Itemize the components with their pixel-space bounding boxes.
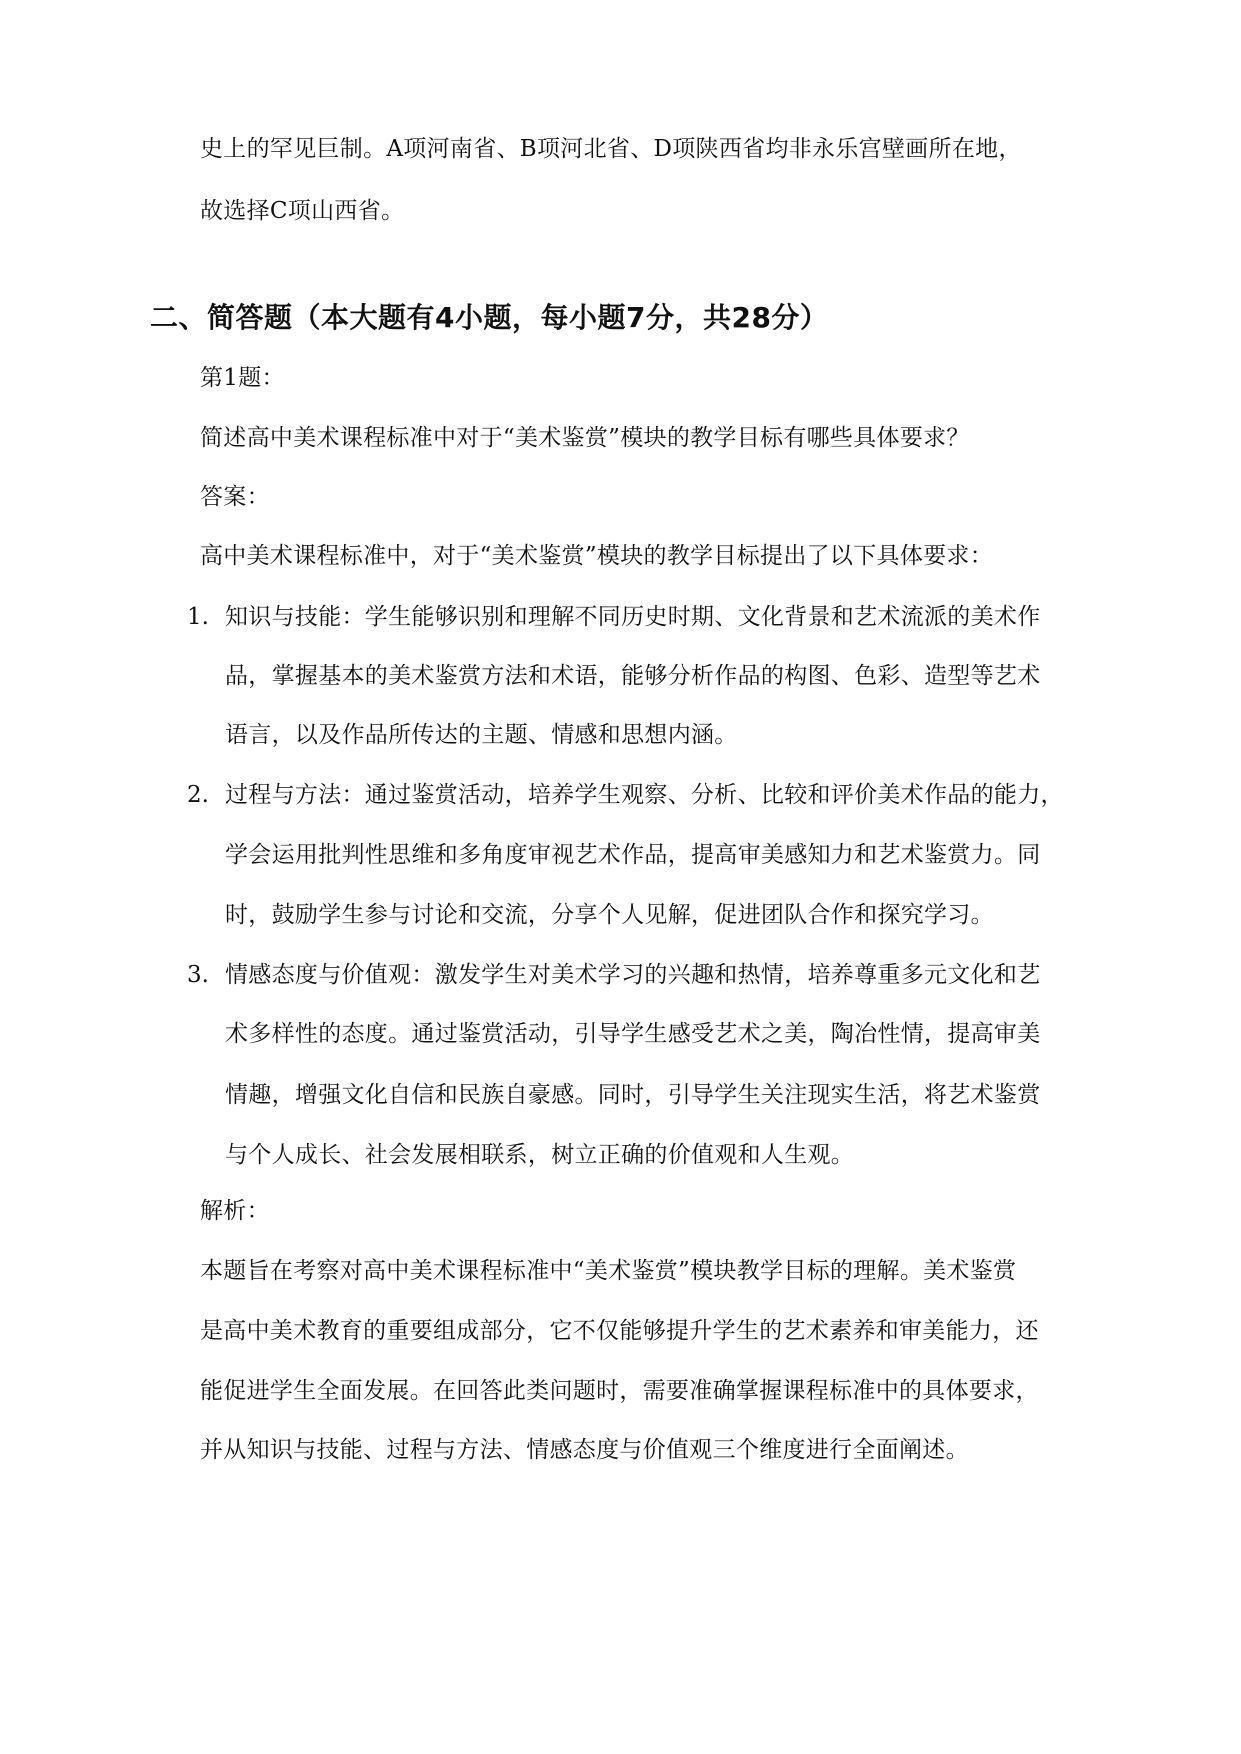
answer-intro: 高中美术课程标准中，对于“美术鉴赏”模块的教学目标提出了以下具体要求： — [200, 543, 994, 569]
list-item-line: 知识与技能：学生能够识别和理解不同历史时期、文化背景和艺术流派的美术作 — [225, 604, 1041, 630]
intro-line: 史上的罕见巨制。A项河南省、B项河北省、D项陕西省均非永乐宫壁画所在地， — [200, 136, 1022, 162]
list-item-line: 语言，以及作品所传达的主题、情感和思想内涵。 — [225, 722, 738, 748]
list-item-number: 3. — [187, 962, 209, 988]
question-number-label: 第1题： — [200, 365, 285, 391]
answer-label: 答案： — [200, 484, 270, 510]
list-item-line: 情趣，增强文化自信和民族自豪感。同时，引导学生关注现实生活，将艺术鉴赏 — [225, 1082, 1041, 1108]
question-prompt: 简述高中美术课程标准中对于“美术鉴赏”模块的教学目标有哪些具体要求？ — [200, 425, 970, 451]
analysis-label: 解析： — [200, 1198, 270, 1224]
list-item-number: 2. — [187, 782, 209, 808]
list-item-line: 学会运用批判性思维和多角度审视艺术作品，提高审美感知力和艺术鉴赏力。同 — [225, 842, 1041, 868]
list-item-line: 过程与方法：通过鉴赏活动，培养学生观察、分析、比较和评价美术作品的能力， — [225, 782, 1064, 808]
analysis-line: 本题旨在考察对高中美术课程标准中“美术鉴赏”模块教学目标的理解。美术鉴赏 — [200, 1258, 1017, 1284]
list-item-line: 时，鼓励学生参与讨论和交流，分享个人见解，促进团队合作和探究学习。 — [225, 902, 994, 928]
list-item-line: 情感态度与价值观：激发学生对美术学习的兴趣和热情，培养尊重多元文化和艺 — [225, 962, 1041, 988]
list-item-line: 与个人成长、社会发展相联系，树立正确的价值观和人生观。 — [225, 1142, 855, 1168]
intro-line: 故选择C项山西省。 — [200, 198, 405, 224]
list-item-line: 品，掌握基本的美术鉴赏方法和术语，能够分析作品的构图、色彩、造型等艺术 — [225, 663, 1041, 689]
list-item-line: 术多样性的态度。通过鉴赏活动，引导学生感受艺术之美，陶冶性情，提高审美 — [225, 1021, 1041, 1047]
analysis-line: 并从知识与技能、过程与方法、情感态度与价值观三个维度进行全面阐述。 — [200, 1437, 969, 1463]
section-heading: 二、简答题（本大题有4小题，每小题7分，共28分） — [150, 301, 829, 334]
list-item-number: 1. — [187, 604, 209, 630]
analysis-line: 是高中美术教育的重要组成部分，它不仅能够提升学生的艺术素养和审美能力，还 — [200, 1318, 1039, 1344]
analysis-line: 能促进学生全面发展。在回答此类问题时，需要准确掌握课程标准中的具体要求， — [200, 1378, 1039, 1404]
